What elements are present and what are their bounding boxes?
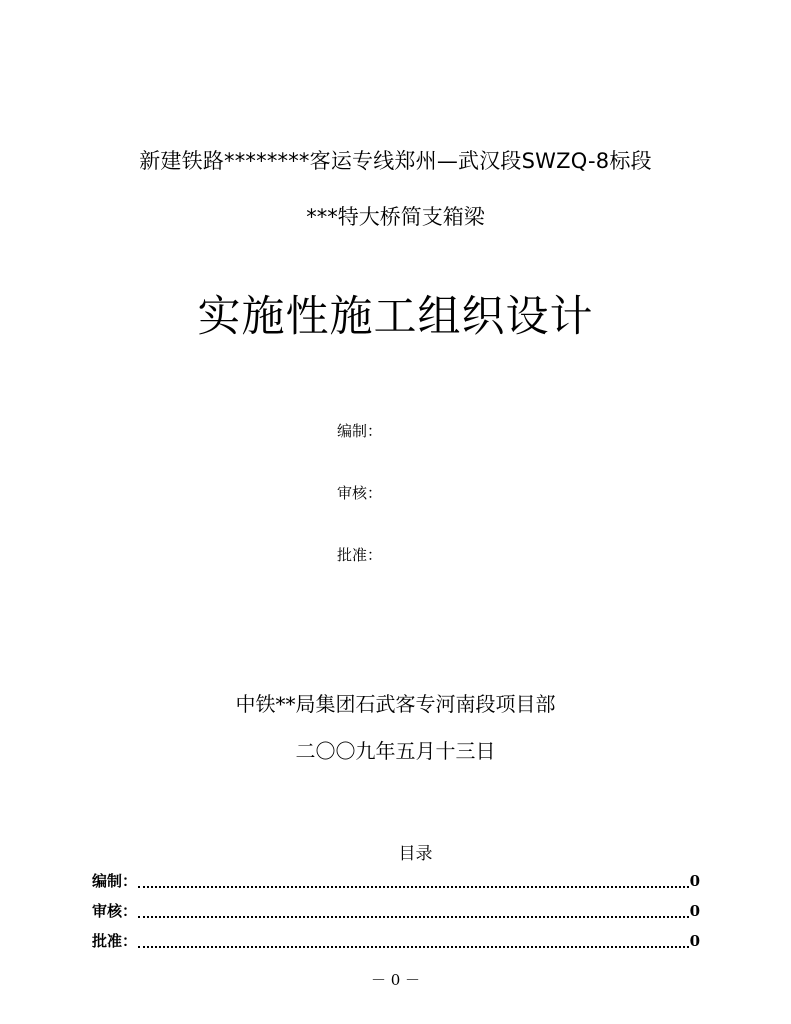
project-title-line-1: 新建铁路********客运专线郑州—武汉段SWZQ-8标段: [139, 149, 652, 173]
toc-leader-dots: [138, 916, 689, 918]
signature-reviewed-by: 审核：: [337, 484, 383, 502]
toc-entry[interactable]: [92, 870, 700, 892]
toc-leader-dots: [138, 946, 689, 948]
organization-name: 中铁**局集团石武客专河南段项目部: [235, 692, 556, 716]
toc-entry-label: 编制：: [92, 872, 138, 890]
signature-compiled-by: 编制：: [337, 422, 383, 440]
toc-heading: 目录: [398, 844, 433, 864]
signature-approved-by: 批准：: [337, 546, 383, 564]
page-number: － 0 －: [370, 971, 421, 989]
toc-leader-dots: [138, 886, 689, 888]
document-date: 二〇〇九年五月十三日: [295, 739, 496, 763]
toc-entry-page: 0: [689, 932, 700, 950]
toc-entry-page: 0: [689, 902, 700, 920]
toc-entry-label: 审核：: [92, 902, 138, 920]
toc-entry-page: 0: [689, 872, 700, 890]
project-title-line-2: ***特大桥简支箱梁: [306, 205, 485, 229]
toc-entry[interactable]: [92, 930, 700, 952]
toc-entry-label: 批准：: [92, 932, 138, 950]
toc-entry[interactable]: [92, 900, 700, 922]
main-title: 实施性施工组织设计: [197, 292, 594, 342]
